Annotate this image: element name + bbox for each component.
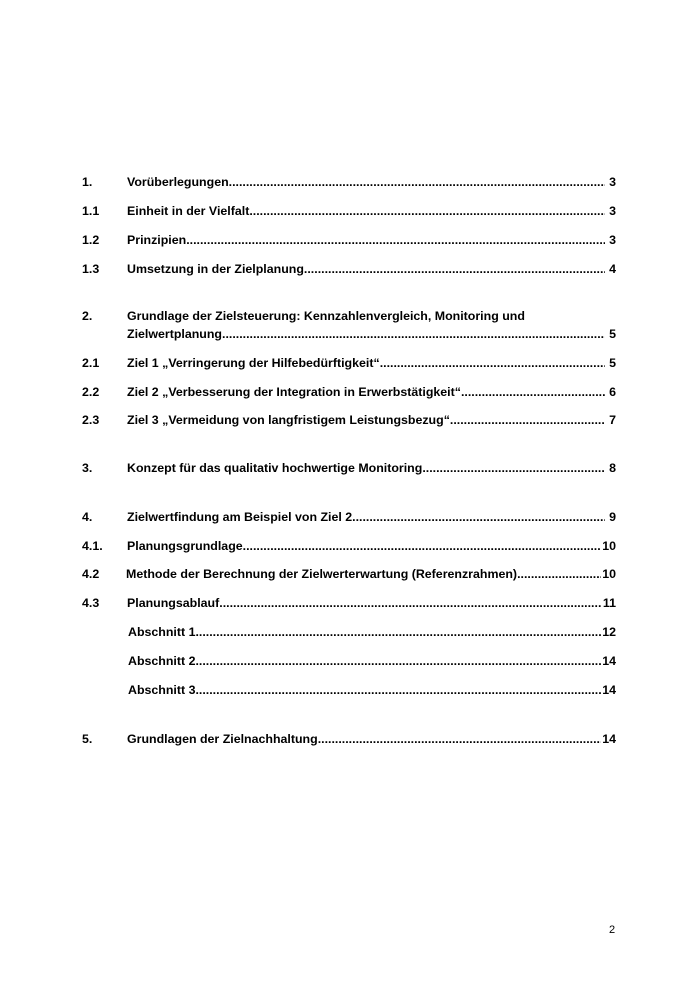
toc-entry-title: Methode der Berechnung der Zielwerterwartung (Referenzrahmen) bbox=[126, 567, 518, 581]
toc-entry-title: Planungsgrundlage bbox=[127, 539, 243, 553]
toc-entry-page: 14 bbox=[602, 654, 616, 668]
toc-entry-title-line1: Grundlage der Zielsteuerung: Kennzahlenvergleich, Monitoring und bbox=[127, 309, 525, 323]
toc-entry-title: Prinzipien bbox=[127, 233, 187, 247]
toc-entry-number: 1. bbox=[82, 175, 93, 189]
toc-entry-page: 11 bbox=[602, 596, 616, 610]
toc-entry-number: 1.1 bbox=[82, 204, 100, 218]
toc-entry-title: Planungsablauf bbox=[127, 596, 220, 610]
toc-dot-leader bbox=[219, 595, 602, 611]
toc-entry-number: 1.2 bbox=[82, 233, 100, 247]
toc-entry-number: 4. bbox=[82, 510, 93, 524]
toc-dot-leader bbox=[195, 624, 601, 640]
toc-entry-number: 1.3 bbox=[82, 262, 100, 276]
toc-entry-title: Konzept für das qualitativ hochwertige Monitoring bbox=[127, 461, 423, 475]
toc-entry-page: 5 bbox=[609, 356, 616, 370]
toc-dot-leader bbox=[229, 174, 605, 190]
toc-dot-leader bbox=[249, 203, 605, 219]
toc-entry-number: 2.2 bbox=[82, 385, 100, 399]
toc-entry-number: 5. bbox=[82, 732, 93, 746]
toc-dot-leader bbox=[380, 355, 605, 371]
toc-entry-title: Abschnitt 3 bbox=[128, 683, 196, 697]
toc-entry-title: Ziel 1 „Verringerung der Hilfebedürftigkeit“ bbox=[127, 356, 380, 370]
page-number: 2 bbox=[609, 924, 616, 936]
toc-entry-number: 2.1 bbox=[82, 356, 100, 370]
toc-entry-title: Vorüberlegungen bbox=[127, 175, 229, 189]
toc-dot-leader bbox=[195, 653, 601, 669]
toc-entry-title: Umsetzung in der Zielplanung bbox=[127, 262, 304, 276]
toc-dot-leader bbox=[422, 460, 605, 476]
toc-dot-leader bbox=[195, 682, 601, 698]
toc-entry-number: 3. bbox=[82, 461, 93, 475]
toc-dot-leader bbox=[461, 384, 605, 400]
toc-dot-leader bbox=[450, 412, 605, 428]
toc-entry-title: Grundlagen der Zielnachhaltung bbox=[127, 732, 318, 746]
toc-entry-number: 4.2 bbox=[82, 567, 100, 581]
toc-entry-page: 14 bbox=[602, 683, 616, 697]
toc-entry-title: Abschnitt 2 bbox=[128, 654, 196, 668]
toc-dot-leader bbox=[222, 326, 605, 342]
toc-entry-number: 2.3 bbox=[82, 413, 100, 427]
toc-entry-page: 3 bbox=[609, 233, 616, 247]
toc-entry-page: 6 bbox=[609, 385, 616, 399]
toc-entry-number: 2. bbox=[82, 309, 93, 323]
toc-entry-title: Ziel 3 „Vermeidung von langfristigem Leistungsbezug“ bbox=[127, 413, 450, 427]
toc-entry-number: 4.1. bbox=[82, 539, 103, 553]
toc-dot-leader bbox=[352, 509, 605, 525]
toc-entry-title: Ziel 2 „Verbesserung der Integration in Erwerbstätigkeit“ bbox=[127, 385, 461, 399]
toc-entry-page: 10 bbox=[602, 539, 616, 553]
toc-dot-leader bbox=[243, 538, 602, 554]
toc-entry-title: Zielwertplanung bbox=[127, 327, 222, 341]
toc-entry-title: Einheit in der Vielfalt bbox=[127, 204, 250, 218]
toc-entry-page: 3 bbox=[609, 175, 616, 189]
toc-entry-page: 5 bbox=[609, 327, 616, 341]
toc-entry-page: 4 bbox=[609, 262, 616, 276]
toc-entry-page: 9 bbox=[609, 510, 616, 524]
toc-entry-number: 4.3 bbox=[82, 596, 100, 610]
toc-entry-page: 7 bbox=[609, 413, 616, 427]
toc-dot-leader bbox=[186, 232, 605, 248]
toc-dot-leader bbox=[318, 731, 602, 747]
toc-entry-page: 12 bbox=[602, 625, 616, 639]
toc-entry-page: 10 bbox=[602, 567, 616, 581]
toc-entry-page: 14 bbox=[602, 732, 616, 746]
toc-entry-title: Abschnitt 1 bbox=[128, 625, 196, 639]
toc-entry-page: 8 bbox=[609, 461, 616, 475]
toc-dot-leader bbox=[517, 566, 601, 582]
toc-dot-leader bbox=[304, 261, 605, 277]
toc-entry-page: 3 bbox=[609, 204, 616, 218]
toc-entry-title: Zielwertfindung am Beispiel von Ziel 2 bbox=[127, 510, 353, 524]
